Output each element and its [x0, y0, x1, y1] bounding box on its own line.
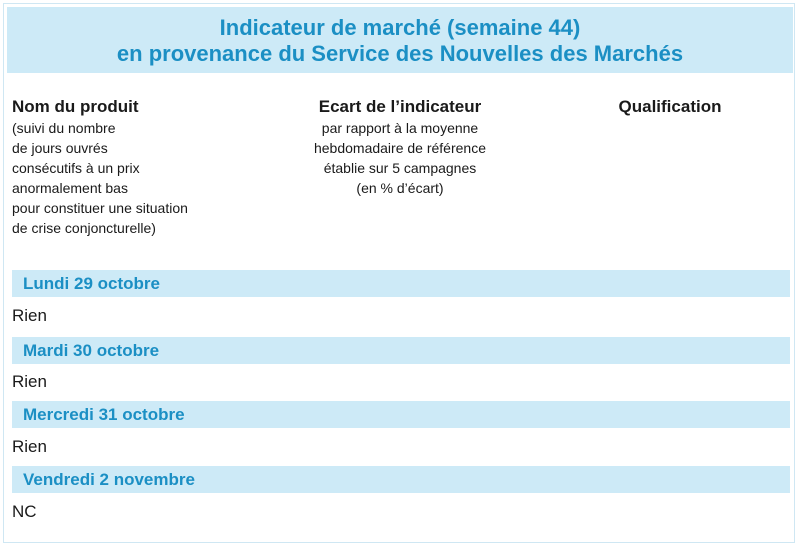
day-row-friday	[12, 466, 790, 493]
day-label: Mardi 30 octobre	[23, 341, 160, 360]
day-row-monday	[12, 270, 790, 297]
column-heading-qualification: Qualification	[618, 97, 722, 116]
title-line-2: en provenance du Service des Nouvelles des Marchés	[116, 41, 684, 66]
title-line-1: Indicateur de marché (semaine 44)	[219, 15, 581, 40]
day-row-wednesday	[12, 401, 790, 428]
title-band	[7, 7, 793, 73]
column-heading-product: Nom du produit	[12, 97, 139, 116]
column-header-product	[12, 96, 262, 238]
day-label: Mercredi 31 octobre	[23, 405, 185, 424]
day-value: Rien	[12, 437, 47, 456]
column-detail-deviation: par rapport à la moyenne hebdomadaire de référence établie sur 5 campagnes (en % d’écart)	[313, 120, 486, 196]
day-value: NC	[12, 502, 37, 521]
day-value: Rien	[12, 306, 47, 325]
column-detail-product: (suivi du nombre de jours ouvrés consécutifs à un prix anormalement bas pour constituer une situation de crise conjoncturelle)	[12, 120, 188, 236]
column-heading-deviation: Ecart de l’indicateur	[318, 97, 482, 116]
column-header-qualification	[570, 96, 770, 118]
day-label: Lundi 29 octobre	[23, 274, 160, 293]
day-row-tuesday	[12, 337, 790, 364]
column-header-deviation	[275, 96, 525, 198]
day-value: Rien	[12, 372, 47, 391]
day-label: Vendredi 2 novembre	[23, 470, 195, 489]
